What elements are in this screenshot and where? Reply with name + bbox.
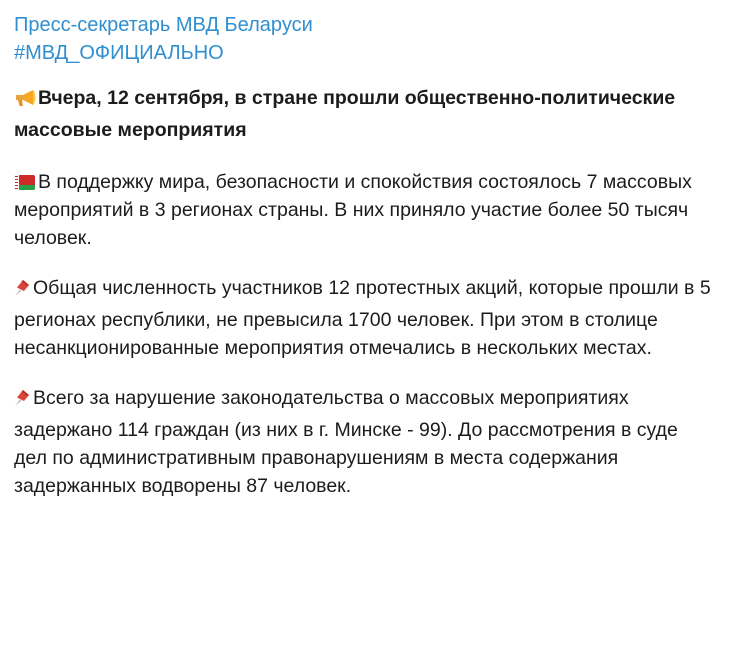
megaphone-icon <box>14 88 36 116</box>
channel-title: Пресс-секретарь МВД Беларуси <box>14 14 313 36</box>
belarus-flag-icon <box>14 175 35 190</box>
post-headline-text: Вчера, 12 сентября, в стране прошли общественно-политические массовые мероприятия <box>14 87 676 141</box>
channel-hashtag[interactable]: #МВД_ОФИЦИАЛЬНО <box>14 42 224 64</box>
pushpin-icon <box>14 388 31 416</box>
post-paragraph <box>14 274 716 362</box>
post-paragraph <box>14 168 716 252</box>
post-paragraph-text: Всего за нарушение законодательства о массовых мероприятиях задержано 114 граждан (из них в г. Минске - 99). До рассмотрения в суде дел по административным правонарушениям в места содержания задержанных водворены 87 человек. <box>14 387 678 497</box>
post-paragraph-text: В поддержку мира, безопасности и спокойствия состоялось 7 массовых мероприятий в 3 регионах страны. В них приняло участие более 50 тысяч человек. <box>14 171 692 249</box>
post-headline <box>14 84 716 144</box>
pushpin-icon <box>14 278 31 306</box>
post-paragraph-text: Общая численность участников 12 протестных акций, которые прошли в 5 регионах республики, не превысила 1700 человек. При этом в столице несанкционированные мероприятия отмечались в нескольких местах. <box>14 277 711 359</box>
post-paragraph <box>14 384 716 500</box>
